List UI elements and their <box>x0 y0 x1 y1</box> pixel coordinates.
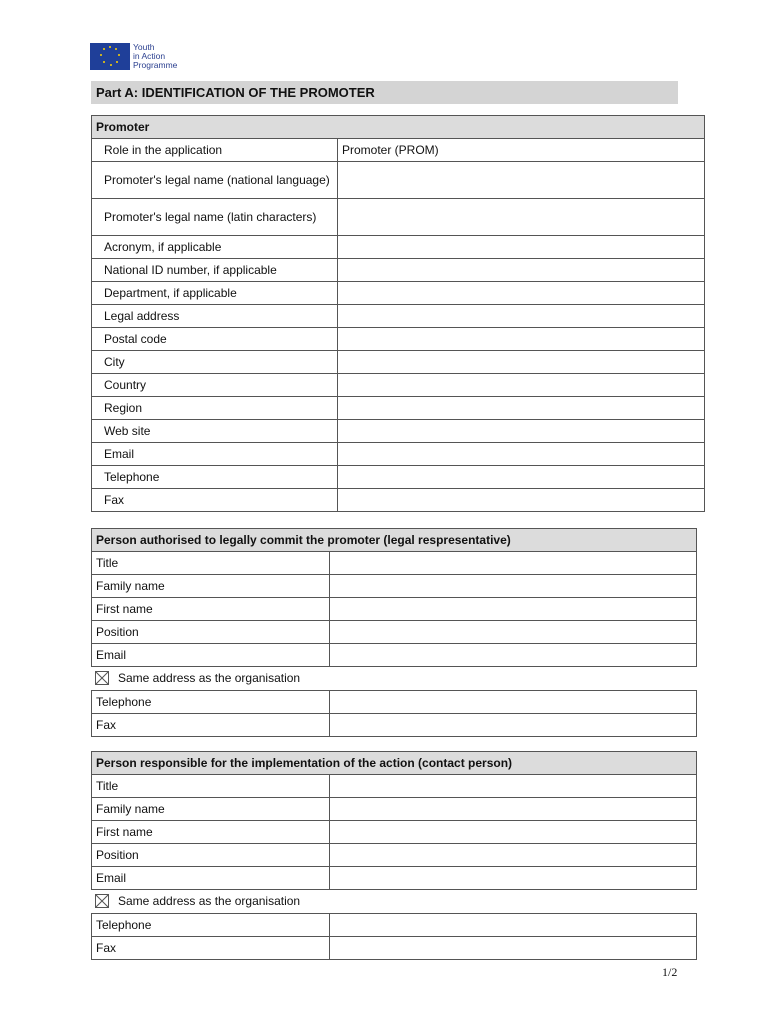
contact-first-name-field[interactable] <box>330 821 697 844</box>
legal-rep-contact-table <box>91 690 697 737</box>
country-field[interactable] <box>338 374 705 397</box>
table-row <box>92 867 697 890</box>
postal-code-field[interactable] <box>338 328 705 351</box>
row-label: Role in the application <box>92 139 338 162</box>
legal-rep-title-field[interactable] <box>330 552 697 575</box>
legal-rep-position-field[interactable] <box>330 621 697 644</box>
logo-text: Youth in Action Programme <box>133 42 178 70</box>
row-label: Email <box>92 867 330 890</box>
contact-family-name-field[interactable] <box>330 798 697 821</box>
contact-email-field[interactable] <box>330 867 697 890</box>
national-id-field[interactable] <box>338 259 705 282</box>
table-row <box>92 397 705 420</box>
table-row <box>92 598 697 621</box>
table-row <box>92 420 705 443</box>
legal-representative-table <box>91 528 697 667</box>
row-label: Email <box>92 644 330 667</box>
contact-person-table <box>91 751 697 890</box>
row-label: National ID number, if applicable <box>92 259 338 282</box>
table-row <box>92 139 705 162</box>
table-row <box>92 282 705 305</box>
table-row <box>92 236 705 259</box>
same-address-checkbox[interactable] <box>95 894 109 908</box>
contact-header: Person responsible for the implementation of the action (contact person) <box>92 752 697 775</box>
legal-rep-same-address[interactable] <box>95 671 300 685</box>
contact-phone-table <box>91 913 697 960</box>
website-field[interactable] <box>338 420 705 443</box>
legal-rep-family-name-field[interactable] <box>330 575 697 598</box>
table-row <box>92 844 697 867</box>
region-field[interactable] <box>338 397 705 420</box>
table-row <box>92 374 705 397</box>
role-field[interactable]: Promoter (PROM) <box>338 139 705 162</box>
row-label: Acronym, if applicable <box>92 236 338 259</box>
part-title: Part A: IDENTIFICATION OF THE PROMOTER <box>91 81 678 104</box>
legal-rep-email-field[interactable] <box>330 644 697 667</box>
row-label: Position <box>92 621 330 644</box>
legal-rep-header: Person authorised to legally commit the promoter (legal respresentative) <box>92 529 697 552</box>
row-label: Telephone <box>92 466 338 489</box>
row-label: Telephone <box>92 914 330 937</box>
row-label: First name <box>92 598 330 621</box>
table-row <box>92 775 697 798</box>
page-number: 1/2 <box>662 965 678 979</box>
row-label: Postal code <box>92 328 338 351</box>
youth-in-action-logo <box>90 43 177 71</box>
table-row <box>92 305 705 328</box>
table-row <box>92 443 705 466</box>
contact-title-field[interactable] <box>330 775 697 798</box>
x-mark-icon <box>96 672 108 684</box>
legal-rep-fax-field[interactable] <box>330 714 697 737</box>
row-label: Email <box>92 443 338 466</box>
contact-telephone-field[interactable] <box>330 914 697 937</box>
contact-fax-field[interactable] <box>330 937 697 960</box>
legal-name-national-field[interactable] <box>338 162 705 199</box>
table-row <box>92 714 697 737</box>
table-row <box>92 575 697 598</box>
row-label: Family name <box>92 575 330 598</box>
telephone-field[interactable] <box>338 466 705 489</box>
row-label: Country <box>92 374 338 397</box>
table-row <box>92 937 697 960</box>
table-row <box>92 351 705 374</box>
checkbox-label: Same address as the organisation <box>118 894 301 908</box>
legal-rep-first-name-field[interactable] <box>330 598 697 621</box>
row-label: Fax <box>92 714 330 737</box>
row-label: Title <box>92 552 330 575</box>
same-address-checkbox[interactable] <box>95 671 109 685</box>
table-row <box>92 644 697 667</box>
table-row <box>92 552 697 575</box>
table-row <box>92 199 705 236</box>
row-label: Legal address <box>92 305 338 328</box>
row-label: Promoter's legal name (national language) <box>92 162 338 199</box>
row-label: First name <box>92 821 330 844</box>
table-row <box>92 798 697 821</box>
row-label: Fax <box>92 489 338 512</box>
table-row <box>92 489 705 512</box>
checkbox-label: Same address as the organisation <box>118 671 301 685</box>
table-row <box>92 328 705 351</box>
legal-address-field[interactable] <box>338 305 705 328</box>
row-label: Fax <box>92 937 330 960</box>
row-label: Family name <box>92 798 330 821</box>
promoter-table <box>91 115 705 512</box>
row-label: Web site <box>92 420 338 443</box>
department-field[interactable] <box>338 282 705 305</box>
table-row <box>92 259 705 282</box>
legal-name-latin-field[interactable] <box>338 199 705 236</box>
row-label: Telephone <box>92 691 330 714</box>
acronym-field[interactable] <box>338 236 705 259</box>
row-label: Department, if applicable <box>92 282 338 305</box>
table-row <box>92 621 697 644</box>
legal-rep-telephone-field[interactable] <box>330 691 697 714</box>
table-row <box>92 466 705 489</box>
table-row <box>92 162 705 199</box>
contact-position-field[interactable] <box>330 844 697 867</box>
row-label: Region <box>92 397 338 420</box>
table-row <box>92 821 697 844</box>
row-label: Promoter's legal name (latin characters) <box>92 199 338 236</box>
fax-field[interactable] <box>338 489 705 512</box>
promoter-header: Promoter <box>92 116 705 139</box>
table-row <box>92 691 697 714</box>
email-field[interactable] <box>338 443 705 466</box>
contact-same-address[interactable] <box>95 894 300 908</box>
city-field[interactable] <box>338 351 705 374</box>
row-label: Title <box>92 775 330 798</box>
row-label: Position <box>92 844 330 867</box>
row-label: City <box>92 351 338 374</box>
eu-flag-icon <box>90 43 130 70</box>
table-row <box>92 914 697 937</box>
x-mark-icon <box>96 895 108 907</box>
